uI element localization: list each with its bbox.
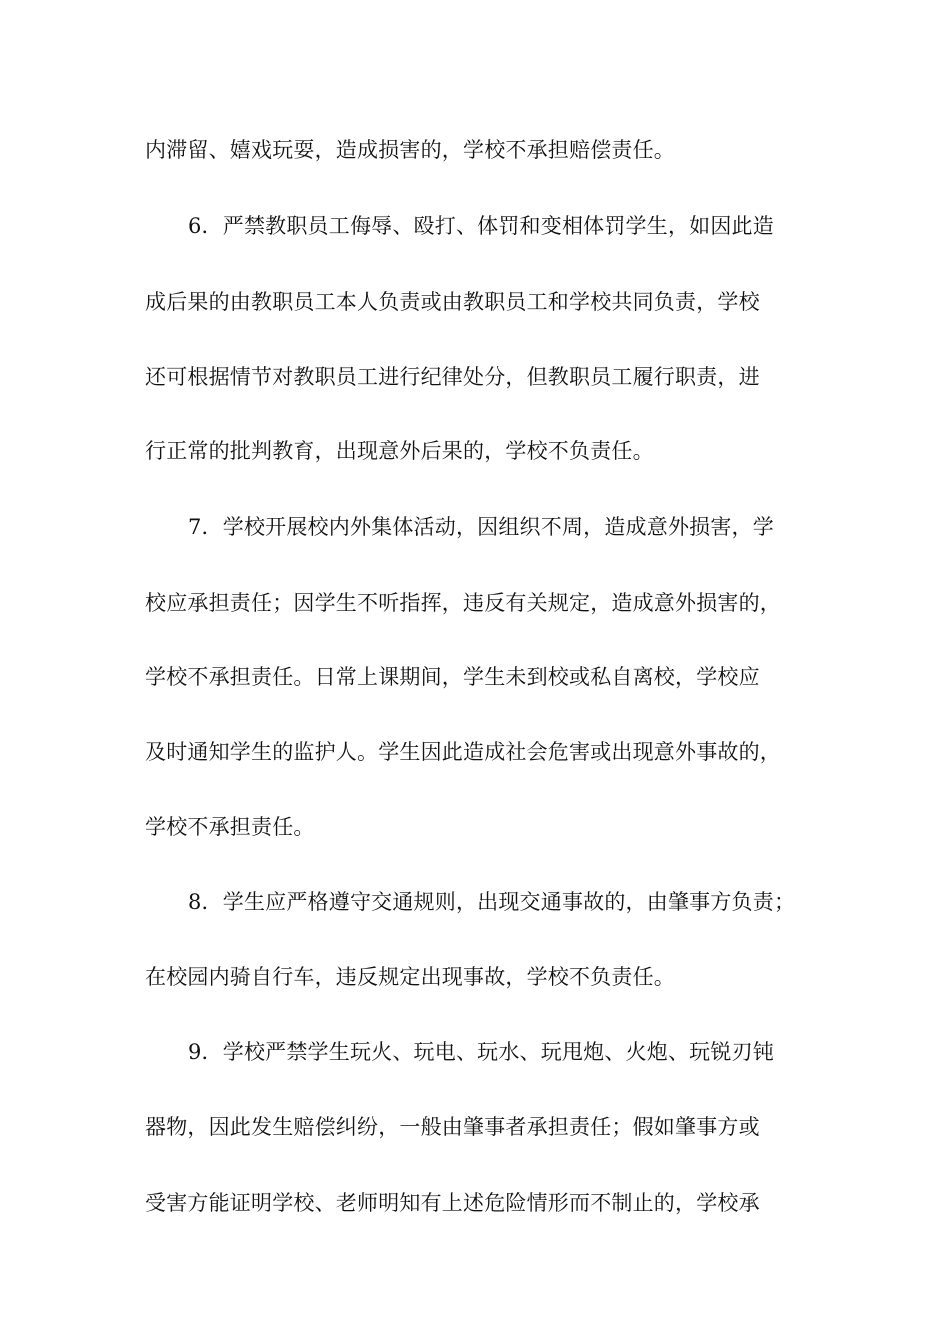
paragraph-6-start: 6．严禁教职员工侮辱、殴打、体罚和变相体罚学生，如因此造 [188,214,774,238]
text-line: 行正常的批判教育，出现意外后果的，学校不负责任。 [145,439,654,463]
paragraph-9-start: 9．学校严禁学生玩火、玩电、玩水、玩甩炮、火炮、玩锐刃钝 [188,1040,774,1064]
paragraph-8-start: 8．学生应严格遵守交通规则，出现交通事故的，由肇事方负责； [188,890,796,914]
paragraph-7-start: 7．学校开展校内外集体活动，因组织不周，造成意外损害，学 [188,515,774,539]
text-line: 内滞留、嬉戏玩耍，造成损害的，学校不承担赔偿责任。 [145,138,675,162]
text-line: 学校不承担责任。 [145,815,315,839]
text-line: 器物，因此发生赔偿纠纷，一般由肇事者承担责任；假如肇事方或 [145,1115,760,1139]
text-line: 学校不承担责任。日常上课期间，学生未到校或私自离校，学校应 [145,665,760,689]
text-line: 成后果的由教职员工本人负责或由教职员工和学校共同负责，学校 [145,290,760,314]
text-line: 校应承担责任；因学生不听指挥，违反有关规定，造成意外损害的， [145,591,781,615]
text-line: 在校园内骑自行车，违反规定出现事故，学校不负责任。 [145,965,675,989]
text-line: 还可根据情节对教职员工进行纪律处分，但教职员工履行职责，进 [145,365,760,389]
text-line: 及时通知学生的监护人。学生因此造成社会危害或出现意外事故的， [145,740,781,764]
text-line: 受害方能证明学校、老师明知有上述危险情形而不制止的，学校承 [145,1191,760,1215]
